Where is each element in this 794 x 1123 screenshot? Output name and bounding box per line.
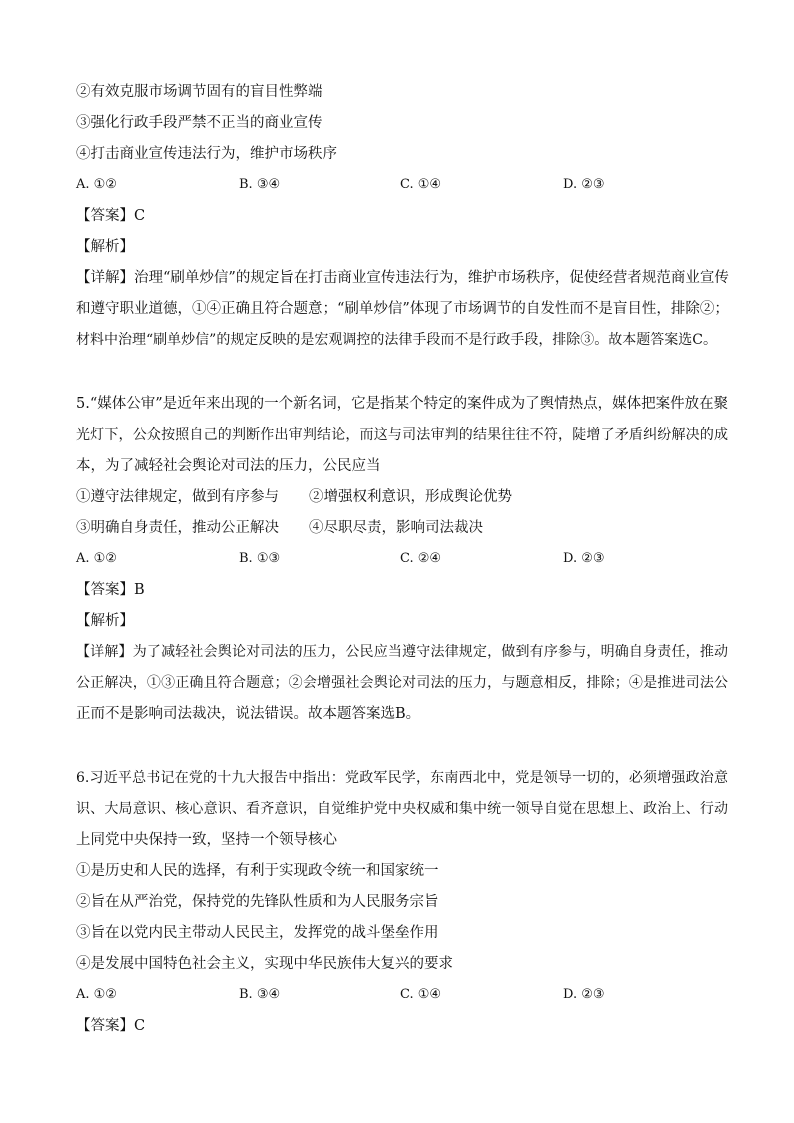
q4-option-a: A. ①② [76, 177, 117, 192]
q4-analysis-heading: 【解析】 [76, 239, 134, 255]
q5-statement-3: ③明确自身责任，推动公正解决 [76, 520, 279, 536]
q6-stem-line-1: 6.习近平总书记在党的十九大报告中指出：党政军民学，东南西北中，党是领导一切的，必须增强政治意 [76, 770, 728, 786]
q5-statements-row-2 [76, 519, 726, 537]
q6-options [76, 986, 726, 1004]
q6-stem-line-2: 识、大局意识、核心意识、看齐意识，自觉维护党中央权威和集中统一领导自觉在思想上、政治上、行动 [76, 801, 728, 817]
q4-detail-line-3: 材料中治理“刷单炒信”的规定反映的是宏观调控的法律手段而不是行政手段，排除③。故本题答案选C。 [76, 332, 718, 348]
q5-statement-1: ①遵守法律规定，做到有序参与 [76, 489, 279, 505]
q4-detail-line-1: 【详解】治理“刷单炒信”的规定旨在打击商业宣传违法行为，维护市场秩序，促使经营者规范商业宣传 [76, 270, 729, 286]
q5-detail-line-2: 公正解决，①③正确且符合题意；②会增强社会舆论对司法的压力，与题意相反，排除；④是推进司法公 [76, 675, 728, 691]
q6-statement-3: ③旨在以党内民主带动人民民主，发挥党的战斗堡垒作用 [76, 925, 439, 941]
q6-answer: 【答案】C [76, 1018, 146, 1034]
q5-option-a: A. ①② [76, 551, 117, 566]
q6-statement-4: ④是发展中国特色社会主义，实现中华民族伟大复兴的要求 [76, 956, 453, 972]
q4-options [76, 176, 726, 194]
q4-option-b: B. ③④ [239, 177, 281, 192]
q6-option-c: C. ①④ [400, 987, 442, 1002]
q4-statement-3: ③强化行政手段严禁不正当的商业宣传 [76, 115, 323, 131]
q5-statement-4: ④尽职尽责，影响司法裁决 [309, 520, 483, 536]
q4-detail-line-2: 和遵守职业道德，①④正确且符合题意；“刷单炒信”体现了市场调节的自发性而不是盲目性，排除②； [76, 301, 729, 317]
q5-analysis-heading: 【解析】 [76, 613, 134, 629]
q5-stem-line-2: 光灯下，公众按照自己的判断作出审判结论，而这与司法审判的结果往往不符，陡增了矛盾纠纷解决的成 [76, 427, 728, 443]
q5-statements-row-1 [76, 488, 726, 506]
q6-option-d: D. ②③ [563, 987, 605, 1002]
q5-option-d: D. ②③ [563, 551, 605, 566]
q5-stem-line-1: 5.“媒体公审”是近年来出现的一个新名词，它是指某个特定的案件成为了舆情热点，媒体把案件放在聚 [76, 396, 729, 412]
q4-statement-4: ④打击商业宣传违法行为，维护市场秩序 [76, 146, 337, 162]
q4-answer: 【答案】C [76, 208, 146, 224]
q5-detail-line-3: 正而不是影响司法裁决，说法错误。故本题答案选B。 [76, 706, 421, 722]
q6-option-b: B. ③④ [239, 987, 281, 1002]
q6-statement-2: ②旨在从严治党，保持党的先锋队性质和为人民服务宗旨 [76, 894, 439, 910]
q5-statement-2: ②增强权利意识，形成舆论优势 [309, 489, 512, 505]
q5-options [76, 550, 726, 568]
q5-answer: 【答案】B [76, 582, 145, 598]
q6-statement-1: ①是历史和人民的选择，有利于实现政令统一和国家统一 [76, 863, 439, 879]
q6-option-a: A. ①② [76, 987, 117, 1002]
q5-option-c: C. ②④ [400, 551, 442, 566]
q4-option-c: C. ①④ [400, 177, 442, 192]
q5-stem-line-3: 本，为了减轻社会舆论对司法的压力，公民应当 [76, 458, 381, 474]
q4-option-d: D. ②③ [563, 177, 605, 192]
q5-detail-line-1: 【详解】为了减轻社会舆论对司法的压力，公民应当遵守法律规定，做到有序参与，明确自身责任，推动 [76, 644, 728, 660]
q4-statement-2: ②有效克服市场调节固有的盲目性弊端 [76, 84, 323, 100]
q5-option-b: B. ①③ [239, 551, 281, 566]
q6-stem-line-3: 上同党中央保持一致，坚持一个领导核心 [76, 832, 337, 848]
